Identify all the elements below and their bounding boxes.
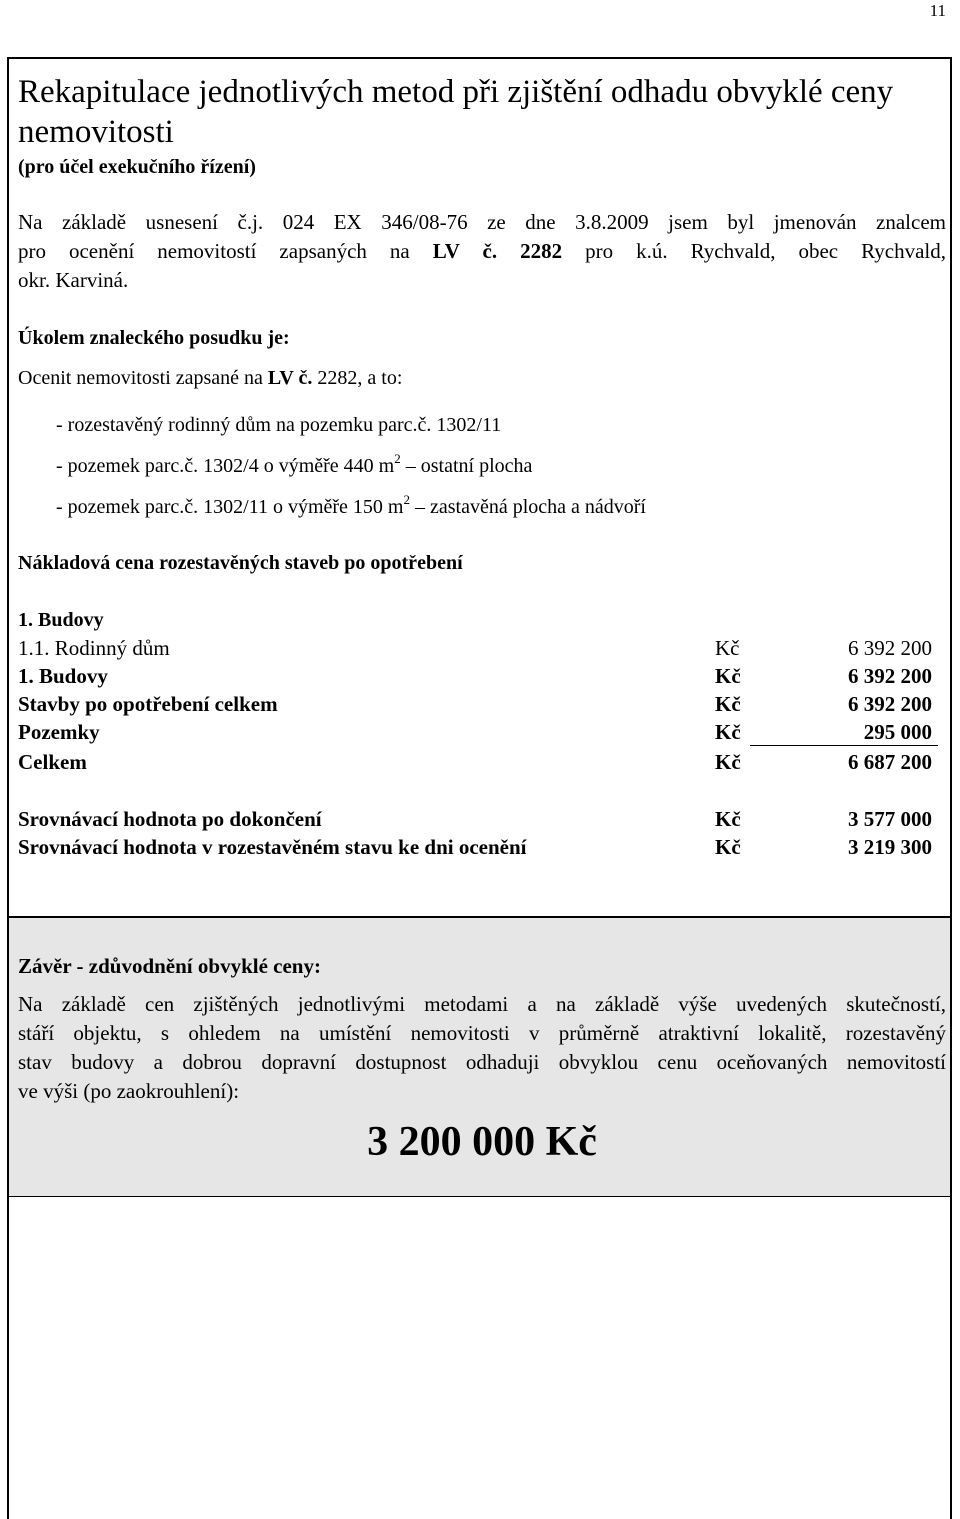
row-amount: 295 000 [863, 720, 932, 744]
row-amount: 3 219 300 [848, 835, 932, 859]
conclusion-line: stav budovy a dobrou dopravní dostupnost odhaduji obvyklou cenu oceňovaných nemovitostí [18, 1050, 946, 1074]
property-item [56, 451, 533, 478]
row-label: 1. Budovy [18, 664, 108, 688]
property-item-text: - rozestavěný rodinný dům na pozemku parc.č. 1302/11 [56, 414, 502, 436]
conclusion-line: Na základě cen zjištěných jednotlivými metodami a na základě výše uvedených skutečností, [18, 992, 946, 1016]
row-label: Stavby po opotřebení celkem [18, 692, 278, 716]
row-amount: 3 577 000 [848, 807, 932, 831]
summary-frame [7, 57, 952, 917]
conclusion-heading: Závěr - zdůvodnění obvyklé ceny: [18, 954, 321, 978]
cost-row-family-house [18, 636, 938, 664]
intro-line-2-a: pro ocenění nemovitostí zapsaných na [18, 239, 433, 263]
conclusion-line: stáří objektu, s ohledem na umístění nemovitosti v průměrně atraktivní lokalitě, rozestavěný [18, 1021, 946, 1045]
row-label: Srovnávací hodnota po dokončení [18, 807, 322, 831]
document-subtitle: (pro účel exekučního řízení) [18, 156, 256, 178]
row-currency: Kč [715, 807, 741, 831]
row-currency: Kč [715, 750, 741, 774]
task-lv: LV č. [267, 367, 313, 389]
row-label: Celkem [18, 750, 87, 774]
row-currency: Kč [715, 664, 741, 688]
buildings-section-label: 1. Budovy [18, 609, 104, 631]
intro-line-2-c: pro k.ú. Rychvald, obec Rychvald, [562, 239, 947, 263]
cost-row-land [18, 720, 938, 748]
intro-line-2 [18, 237, 946, 266]
task-text [18, 367, 402, 390]
intro-paragraph [18, 208, 946, 295]
cost-heading: Nákladová cena rozestavěných staveb po opotřebení [18, 552, 463, 574]
final-price: 3 200 000 Kč [367, 1119, 597, 1165]
row-currency: Kč [715, 835, 741, 859]
row-amount: 6 392 200 [848, 636, 932, 660]
property-item-text: - pozemek parc.č. 1302/4 o výměře 440 m [56, 455, 395, 477]
row-label: 1.1. Rodinný dům [18, 636, 170, 660]
row-currency: Kč [715, 692, 741, 716]
unit-exponent: 2 [394, 451, 401, 466]
property-item-tail: – zastavěná plocha a nádvoří [409, 496, 646, 518]
cost-row-total [18, 750, 938, 778]
document-title: Rekapitulace jednotlivých metod při zjištění odhadu obvyklé ceny nemovitosti [18, 74, 894, 150]
row-amount: 6 392 200 [848, 692, 932, 716]
property-item [56, 414, 501, 437]
task-text-a: Ocenit nemovitosti zapsané na [18, 367, 268, 389]
task-heading: Úkolem znaleckého posudku je: [18, 327, 290, 349]
row-currency: Kč [715, 636, 740, 660]
lv-reference: LV č. 2282 [432, 239, 563, 263]
row-label: Srovnávací hodnota v rozestavěném stavu ke dni ocenění [18, 835, 527, 859]
property-item-text: - pozemek parc.č. 1302/11 o výměře 150 m [56, 496, 404, 518]
comparative-value-completed [18, 807, 938, 835]
unit-exponent: 2 [403, 492, 410, 507]
row-amount: 6 687 200 [848, 750, 932, 774]
intro-line-3: okr. Karviná. [18, 268, 129, 292]
row-amount: 6 392 200 [848, 664, 932, 688]
intro-line-1: Na základě usnesení č.j. 024 EX 346/08-76 ze dne 3.8.2009 jsem byl jmenován znalcem [18, 210, 946, 234]
conclusion-line: ve výši (po zaokrouhlení): [18, 1079, 240, 1103]
property-item [56, 492, 646, 519]
page-frame-tail [7, 1197, 952, 1519]
comparative-value-unfinished [18, 835, 938, 863]
cost-row-structures-total [18, 692, 938, 720]
row-label: Pozemky [18, 720, 100, 744]
task-text-c: 2282, a to: [312, 367, 403, 389]
cost-row-buildings [18, 664, 938, 692]
row-currency: Kč [715, 720, 741, 744]
property-item-tail: – ostatní plocha [400, 455, 533, 477]
sum-divider-line [750, 745, 938, 746]
page-number: 11 [929, 1, 946, 20]
conclusion-paragraph [18, 990, 946, 1106]
